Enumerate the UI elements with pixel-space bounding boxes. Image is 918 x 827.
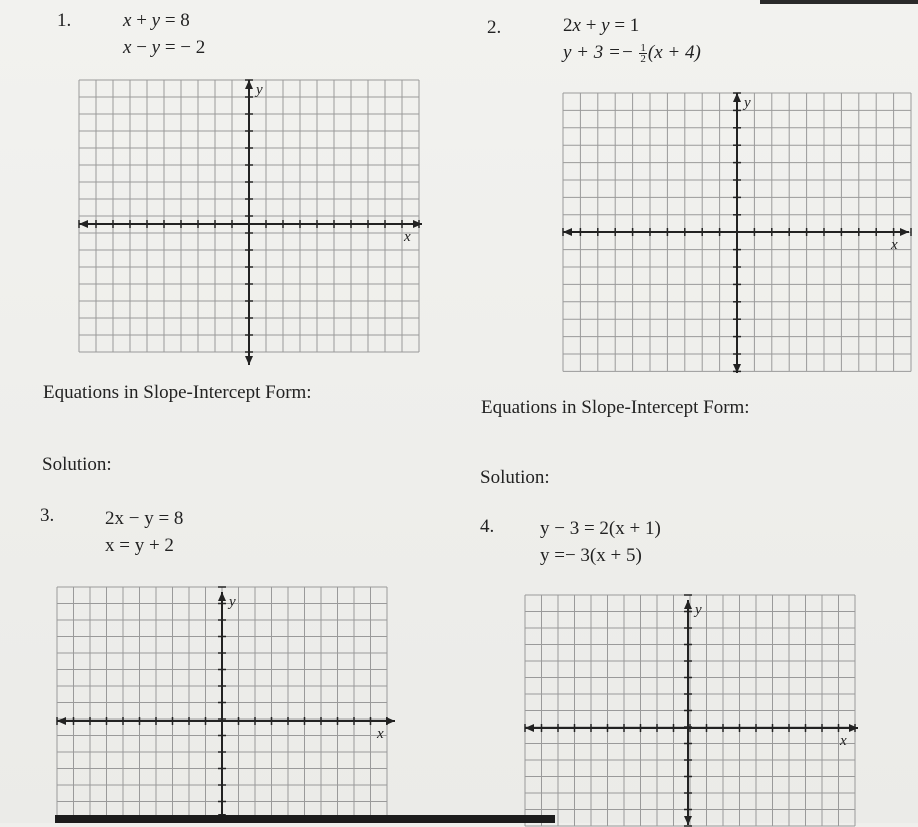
problem-1-number: 1. <box>57 10 72 31</box>
fraction-denominator: 2 <box>640 53 646 66</box>
coordinate-grid-3[interactable] <box>57 587 397 827</box>
y-axis-label: y <box>256 82 263 98</box>
op: − <box>131 37 152 58</box>
coordinate-grid-4[interactable] <box>525 595 860 825</box>
var: y <box>601 15 610 36</box>
rhs: = − 2 <box>160 37 206 58</box>
x-axis-arrow-right <box>849 724 858 732</box>
eq-right: (x + 4) <box>647 42 701 63</box>
y-axis-label: y <box>744 95 751 111</box>
x-axis-arrow-left <box>525 724 534 732</box>
fraction <box>639 43 647 64</box>
var: x <box>123 37 132 58</box>
problem-3-equation-2: x = y + 2 <box>105 535 174 556</box>
var: y <box>151 37 161 58</box>
eq-left: y + 3 =− <box>563 42 634 63</box>
solution-label-2: Solution: <box>480 467 550 488</box>
screen-edge-top <box>760 0 918 4</box>
op: + <box>580 15 602 36</box>
x-axis-label: x <box>891 237 898 253</box>
y-axis-arrow-up <box>245 80 253 89</box>
problem-4-equation-1: y − 3 = 2(x + 1) <box>540 518 661 539</box>
y-axis-arrow-up <box>218 592 226 601</box>
y-axis-arrow-down <box>684 816 692 825</box>
slope-intercept-label-1: Equations in Slope-Intercept Form: <box>43 382 312 403</box>
var: x <box>572 15 581 36</box>
problem-2-number: 2. <box>487 17 502 38</box>
problem-3-number: 3. <box>40 505 55 526</box>
x-axis-label: x <box>377 726 384 742</box>
y-axis-arrow-up <box>733 93 741 102</box>
x-axis-arrow-left <box>563 228 572 236</box>
y-axis-label: y <box>695 602 702 618</box>
problem-4-number: 4. <box>480 516 495 537</box>
problem-1-equation-1 <box>123 10 190 32</box>
rhs: = 1 <box>609 15 640 36</box>
var: y <box>151 10 161 31</box>
y-axis-label: y <box>229 594 236 610</box>
coordinate-grid-1[interactable] <box>79 80 424 370</box>
problem-3-equation-1: 2x − y = 8 <box>105 508 184 529</box>
x-axis-arrow-right <box>413 220 422 228</box>
x-axis-arrow-left <box>57 717 66 725</box>
x-axis-label: x <box>840 733 847 749</box>
solution-label-1: Solution: <box>42 454 112 475</box>
problem-2-equation-2 <box>563 42 701 64</box>
fraction-numerator: 1 <box>640 42 646 55</box>
coordinate-grid-2[interactable] <box>563 93 911 378</box>
x-axis-arrow-right <box>900 228 909 236</box>
coef: 2 <box>563 15 573 36</box>
problem-4-equation-2: y =− 3(x + 5) <box>540 545 642 566</box>
x-axis-arrow-left <box>79 220 88 228</box>
y-axis-arrow-down <box>245 356 253 365</box>
y-axis-arrow-up <box>684 600 692 609</box>
screen-edge-bottom <box>55 815 555 823</box>
op: + <box>131 10 152 31</box>
problem-2-equation-1 <box>563 15 639 37</box>
x-axis-label: x <box>404 229 411 245</box>
rhs: = 8 <box>160 10 190 31</box>
var: x <box>123 10 132 31</box>
problem-1-equation-2 <box>123 37 205 59</box>
slope-intercept-label-2: Equations in Slope-Intercept Form: <box>481 397 750 418</box>
